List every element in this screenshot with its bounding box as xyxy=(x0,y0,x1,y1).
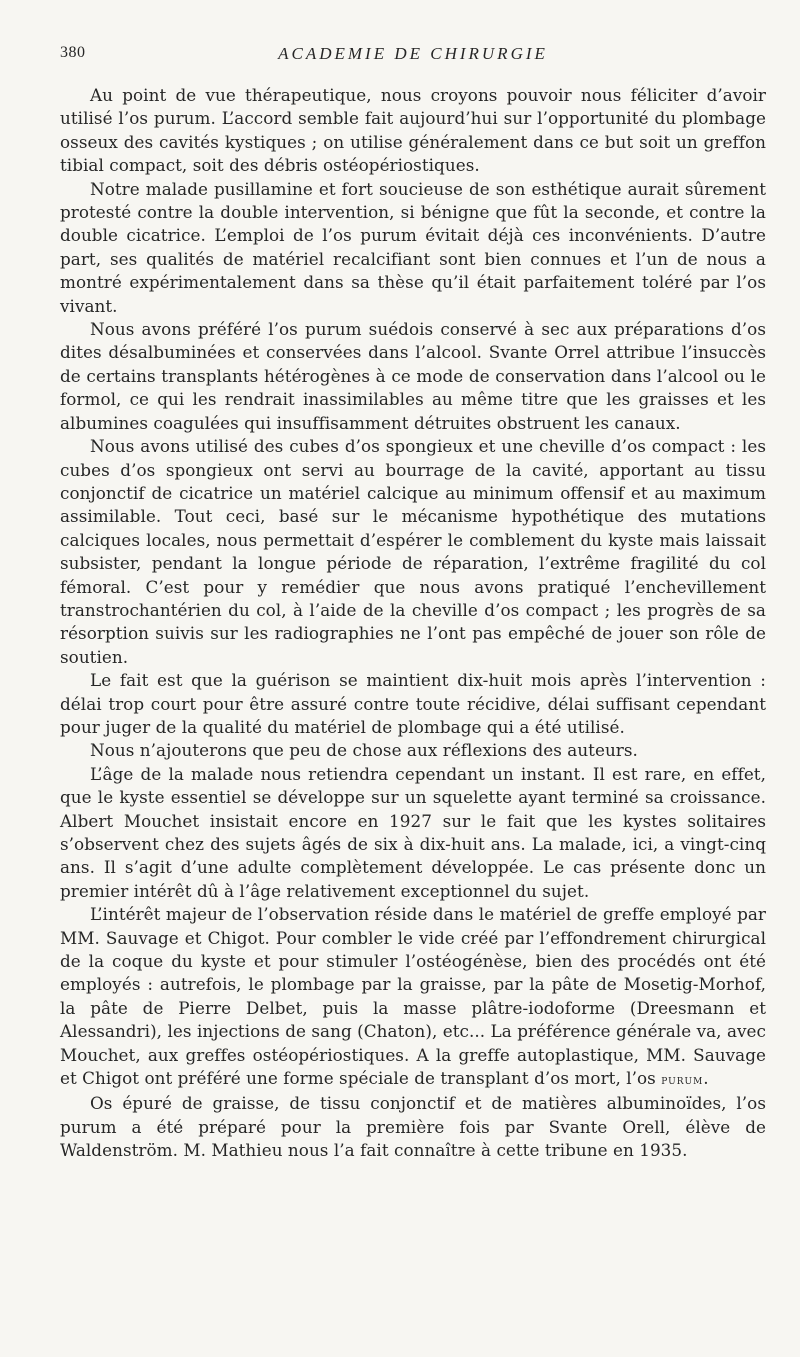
page-header xyxy=(60,44,766,74)
page-number: 380 xyxy=(60,44,86,61)
paragraph-4: Nous avons utilisé des cubes d’os spongieux et une cheville d’os compact : les cubes d’os spongieux ont servi au bourrage de la cavité, apportant au tissu conjonctif de cicatrice un matériel calcique au minimum offensif et au maximum assimilable. Tout ceci, basé sur le mécanisme hypothétique des mutations calciques locales, nous permettait d’espérer le comblement du kyste mais laissait subsister, pendant la longue période de réparation, l’extrême fragilité du col fémoral. C’est pour y remédier que nous avons pratiqué l’enchevillement transtrochantérien du col, à l’aide de la cheville d’os compact ; les progrès de sa résorption suivis sur les radiographies ne l’ont pas empêché de jouer son rôle de soutien. xyxy=(60,436,766,667)
paragraph-9: Os épuré de graisse, de tissu conjonctif et de matières albuminoïdes, l’os purum a été préparé pour la première fois par Svante Orell, élève de Waldenström. M. Mathieu nous l’a fait connaître à cette tribune en 1935. xyxy=(60,1093,766,1161)
paragraph-8-text: L’intérêt majeur de l’observation réside dans le matériel de greffe employé par MM. Sauvage et Chigot. Pour combler le vide créé par l’effondrement chirurgical de la coque du kyste et pour stimuler l’ostéogénèse, bien des procédés ont été employés : autrefois, le plombage par la graisse, par la pâte de Mosetig-Morhof, la pâte de Pierre Delbet, puis la masse plâtre-iodoforme (Dreesmann et Alessandri), les injections de sang (Chaton), etc... La préférence générale va, avec Mouchet, aux greffes ostéopériostiques. A la greffe autoplastique, MM. Sauvage et Chigot ont préféré une forme spéciale de transplant d’os mort, l’os xyxy=(60,904,766,1089)
paragraph-8-end: . xyxy=(703,1068,709,1089)
paragraph-5: Le fait est que la guérison se maintient dix-huit mois après l’intervention : délai trop court pour être assuré contre toute récidive, délai suffisant cependant pour juger de la qualité du matériel de plombage qui a été utilisé. xyxy=(60,670,766,737)
running-title: ACADEMIE DE CHIRURGIE xyxy=(278,44,548,63)
paragraph-1: Au point de vue thérapeutique, nous croyons pouvoir nous féliciter d’avoir utilisé l’os purum. L’accord semble fait aujourd’hui sur l’opportunité du plombage osseux des cavités kystiques ; on utilise généralement dans ce but soit un greffon tibial compact, soit des débris ostéopériostiques. xyxy=(60,85,766,176)
paragraph-2: Notre malade pusillamine et fort soucieuse de son esthétique aurait sûrement protesté contre la double intervention, si bénigne que fût la seconde, et contre la double cicatrice. L’emploi de l’os purum évitait déjà ces inconvénients. D’autre part, ses qualités de matériel recalcifiant sont bien connues et l’un de nous a montré expérimentalement dans sa thèse qu’il était parfaitement toléré par l’os vivant. xyxy=(60,178,766,316)
paragraph-7: L’âge de la malade nous retiendra cependant un instant. Il est rare, en effet, que le kyste essentiel se développe sur un squelette ayant terminé sa croissance. Albert Mouchet insistait encore en 1927 sur le fait que les kystes solitaires s’observent chez des sujets âgés de six à dix-huit ans. La malade, ici, a vingt-cinq ans. Il s’agit d’une adulte complètement développée. Le cas présente donc un premier intérêt dû à l’âge relativement exceptionnel du sujet. xyxy=(60,763,766,901)
paragraph-3: Nous avons préféré l’os purum suédois conservé à sec aux préparations d’os dites désalbuminées et conservées dans l’alcool. Svante Orrel attribue l’insuccès de certains transplants hétérogènes à ce mode de conservation dans l’alcool ou le formol, ce qui les rendrait inassimilables au même titre que les graisses et les albumines coagulées qui insuffisamment détruites obstruent les canaux. xyxy=(60,319,766,433)
os-purum-term: purum xyxy=(661,1073,704,1089)
document-page xyxy=(60,44,766,1163)
paragraph-8 xyxy=(60,903,766,1092)
paragraph-6: Nous n’ajouterons que peu de chose aux réflexions des auteurs. xyxy=(90,740,638,761)
body-text xyxy=(60,84,766,1163)
